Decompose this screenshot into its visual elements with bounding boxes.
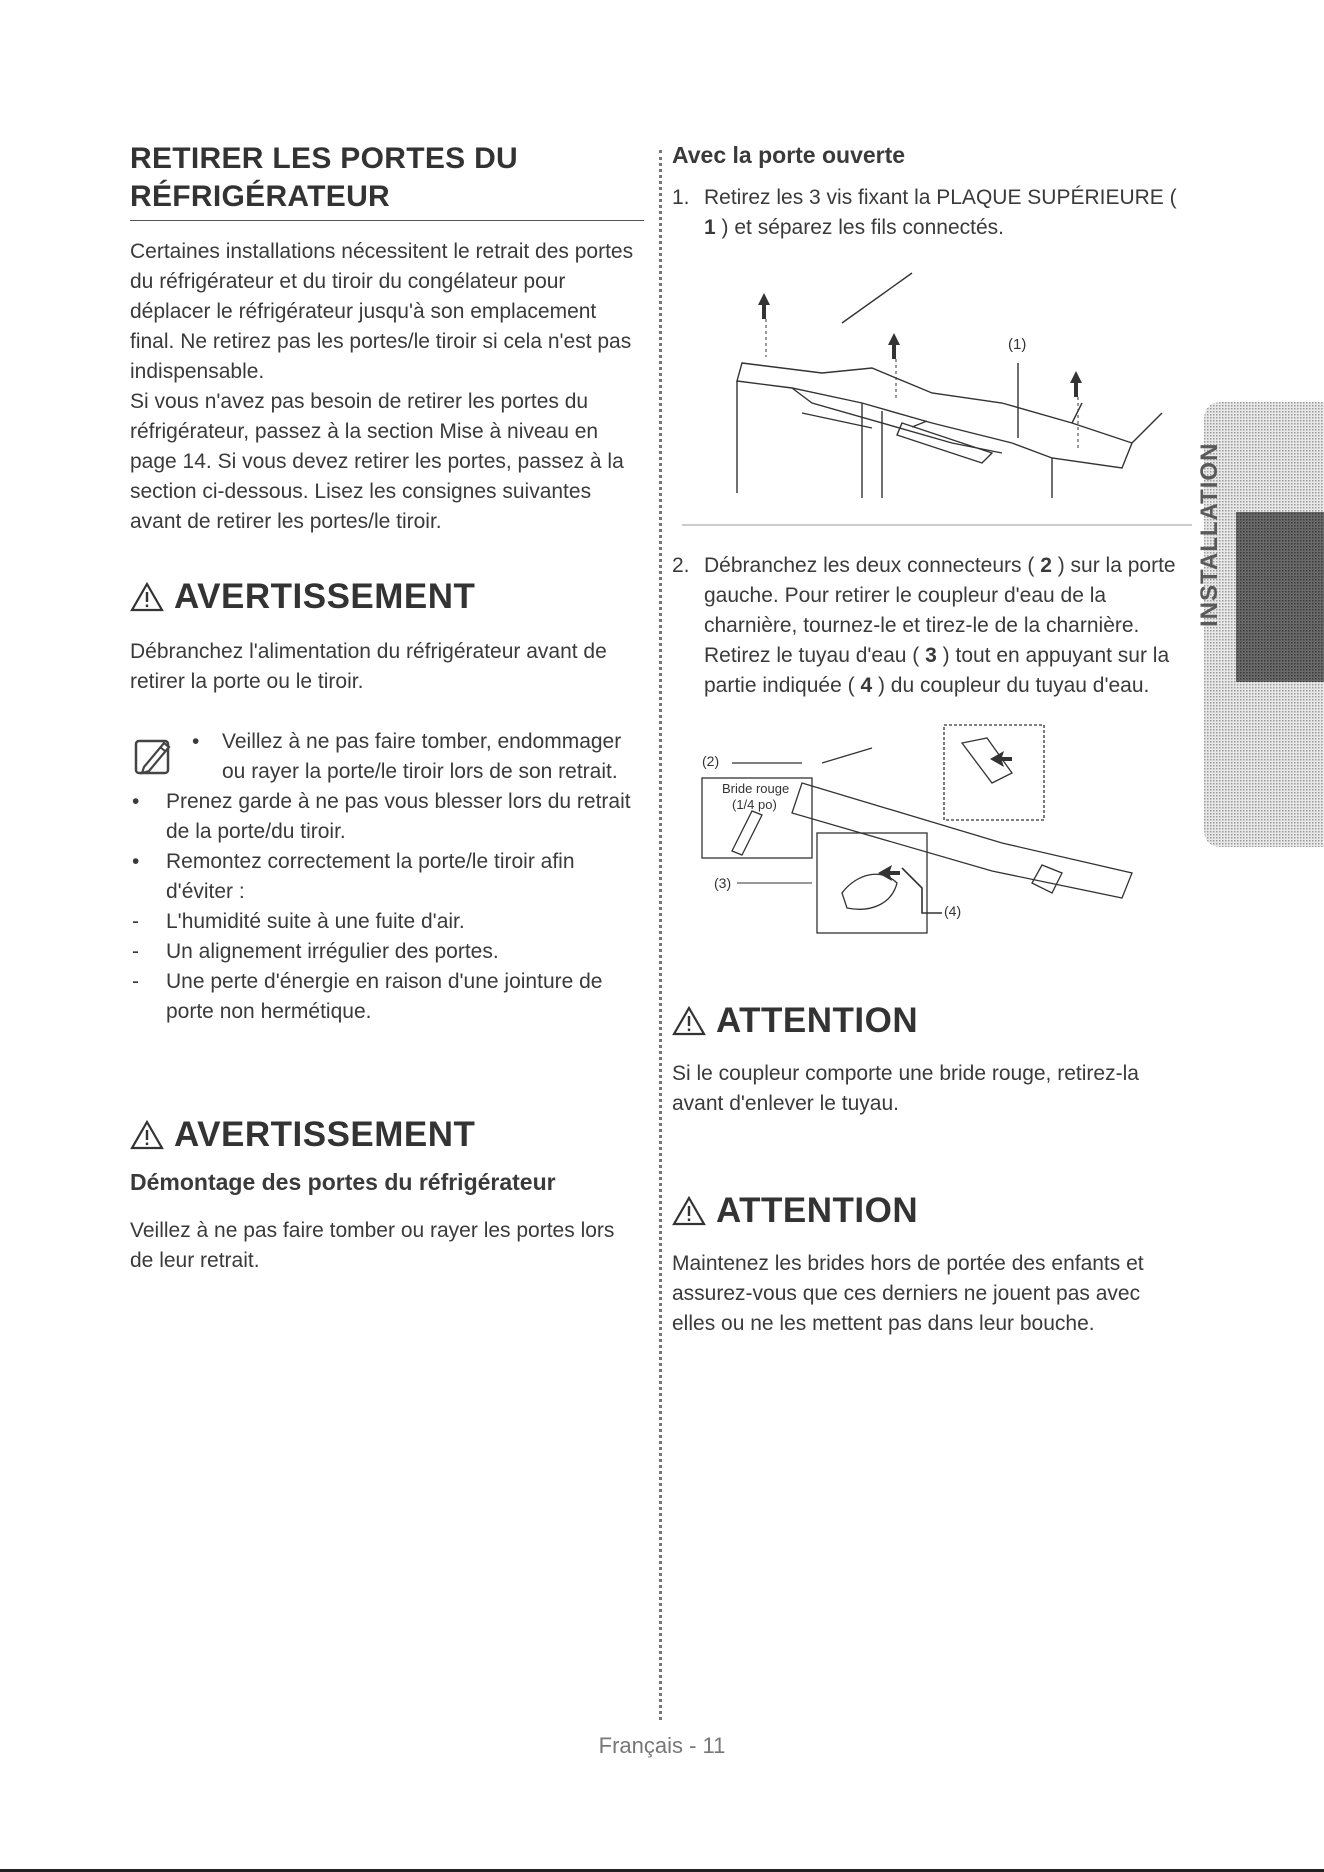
steps-list-1 [672, 183, 1192, 243]
subheading: Démontage des portes du réfrigérateur [130, 1169, 556, 1195]
intro-paragraph-2: Si vous n'avez pas besoin de retirer les portes du réfrigérateur, passez à la section Mise à niveau en page 14. Si vous devez retirer les portes, passez à la section ci-dessous. Lisez les consignes suivantes avant de retirer les portes/le tiroir. [130, 390, 624, 533]
step-2 [672, 551, 1192, 701]
attention-title-2: ATTENTION [716, 1191, 919, 1230]
step-2-text-d: ) du coupleur du tuyau d'eau. [872, 674, 1150, 697]
title-line-2: RÉFRIGÉRATEUR [130, 180, 391, 213]
precaution-text: Prenez garde à ne pas vous blesser lors du retrait de la porte/du tiroir. [166, 790, 631, 843]
step-2-text-b: ) sur la porte gauche. Pour retirer le coupleur d'eau de la charnière, tournez-le et tirez-le de la charnière. Retirez le tuyau d'eau ( [704, 554, 1176, 667]
note-text: Veillez à ne pas faire tomber, endommager ou rayer la porte/le tiroir lors de son retrait. [222, 730, 622, 783]
bullet-dot: • [132, 850, 140, 873]
steps-list-2 [672, 551, 1192, 701]
note-bullet: • Veillez à ne pas faire tomber, endommager ou rayer la porte/le tiroir lors de son retrait. [192, 730, 622, 783]
attention-title-1: ATTENTION [716, 1001, 919, 1040]
section-heading: Avec la porte ouverte [672, 142, 906, 168]
step-1-text-a: Retirez les 3 vis fixant la PLAQUE SUPÉRIEURE ( [704, 186, 1177, 209]
precaution-item [130, 847, 638, 907]
side-tab-label: INSTALLATION [1196, 442, 1223, 628]
warning-heading-2 [130, 1115, 638, 1155]
precaution-item [130, 937, 638, 967]
clamp-label-a: Bride rouge [722, 781, 790, 796]
figure-2-label-4: (4) [944, 903, 962, 919]
step-1-number: 1. [672, 186, 690, 209]
attention-text-1: Si le coupleur comporte une bride rouge, retirez-la avant d'enlever le tuyau. [672, 1062, 1139, 1115]
right-column [672, 142, 1192, 1339]
precaution-text: Remontez correctement la porte/le tiroir afin d'éviter : [166, 850, 575, 903]
attention-heading-2 [672, 1191, 1192, 1231]
figure-water-coupler [672, 723, 1192, 953]
warning-triangle-icon [130, 582, 164, 612]
page-title [130, 140, 638, 216]
step-1-text-b: ) et séparez les fils connectés. [715, 216, 1004, 239]
precaution-text: L'humidité suite à une fuite d'air. [166, 910, 465, 933]
warning-heading-1 [130, 577, 638, 617]
step-2-number: 2. [672, 554, 690, 577]
step-2-ref-2: 2 [1040, 554, 1052, 577]
precaution-text: Une perte d'énergie en raison d'une jointure de porte non hermétique. [166, 970, 603, 1023]
intro-paragraph-1: Certaines installations nécessitent le retrait des portes du réfrigérateur et du tiroir du congélateur pour déplacer le réfrigérateur jusqu'à son emplacement final. Ne retirez pas les portes/le tiroir si cela n'est pas indispensable. [130, 240, 634, 383]
figure-1-label: (1) [1008, 336, 1027, 353]
bullet-dash: - [132, 940, 139, 963]
warning-triangle-icon [130, 1120, 164, 1150]
bullet-dash: - [132, 970, 139, 993]
clamp-label-b: (1/4 po) [732, 797, 777, 812]
precaution-item [130, 967, 638, 1027]
page-footer: Français - 11 [598, 1733, 726, 1758]
step-1-ref: 1 [704, 216, 716, 239]
precaution-text: Un alignement irrégulier des portes. [166, 940, 499, 963]
step-2-text-a: Débranchez les deux connecteurs ( [704, 554, 1041, 577]
bullet-dot: • [132, 790, 140, 813]
water-coupler-illustration [672, 723, 1192, 953]
attention-heading-1 [672, 1001, 1192, 1041]
warning-triangle-icon [672, 1196, 706, 1226]
step-1 [672, 183, 1192, 243]
column-divider [659, 150, 662, 1720]
note-pencil-icon [130, 731, 180, 781]
title-line-1: RETIRER LES PORTES DU [130, 142, 519, 175]
step-2-ref-4: 4 [860, 674, 873, 697]
precaution-list [130, 787, 638, 1027]
figure-2-label-3: (3) [714, 875, 732, 891]
warning-title-1: AVERTISSEMENT [174, 577, 476, 616]
figure-2-label-2: (2) [702, 753, 720, 769]
left-column [130, 140, 638, 1276]
warning-title-2: AVERTISSEMENT [174, 1115, 476, 1154]
step-2-text-c: ) tout en appuyant sur la partie indiquée ( [704, 644, 1170, 697]
step-2-ref-3: 3 [925, 644, 937, 667]
precaution-item [130, 787, 638, 847]
note-block [130, 727, 638, 787]
warning-text-2: Veillez à ne pas faire tomber ou rayer les portes lors de leur retrait. [130, 1219, 615, 1272]
figure-top-plate [672, 253, 1192, 533]
bullet-dash: - [132, 910, 139, 933]
precaution-item [130, 907, 638, 937]
top-plate-illustration [672, 253, 1192, 533]
title-rule [130, 220, 644, 221]
warning-text-1: Débranchez l'alimentation du réfrigérateur avant de retirer la porte ou le tiroir. [130, 640, 607, 693]
warning-triangle-icon [672, 1006, 706, 1036]
attention-text-2: Maintenez les brides hors de portée des enfants et assurez-vous que ces derniers ne jouent pas avec elles ou ne les mettent pas dans leur bouche. [672, 1252, 1144, 1335]
